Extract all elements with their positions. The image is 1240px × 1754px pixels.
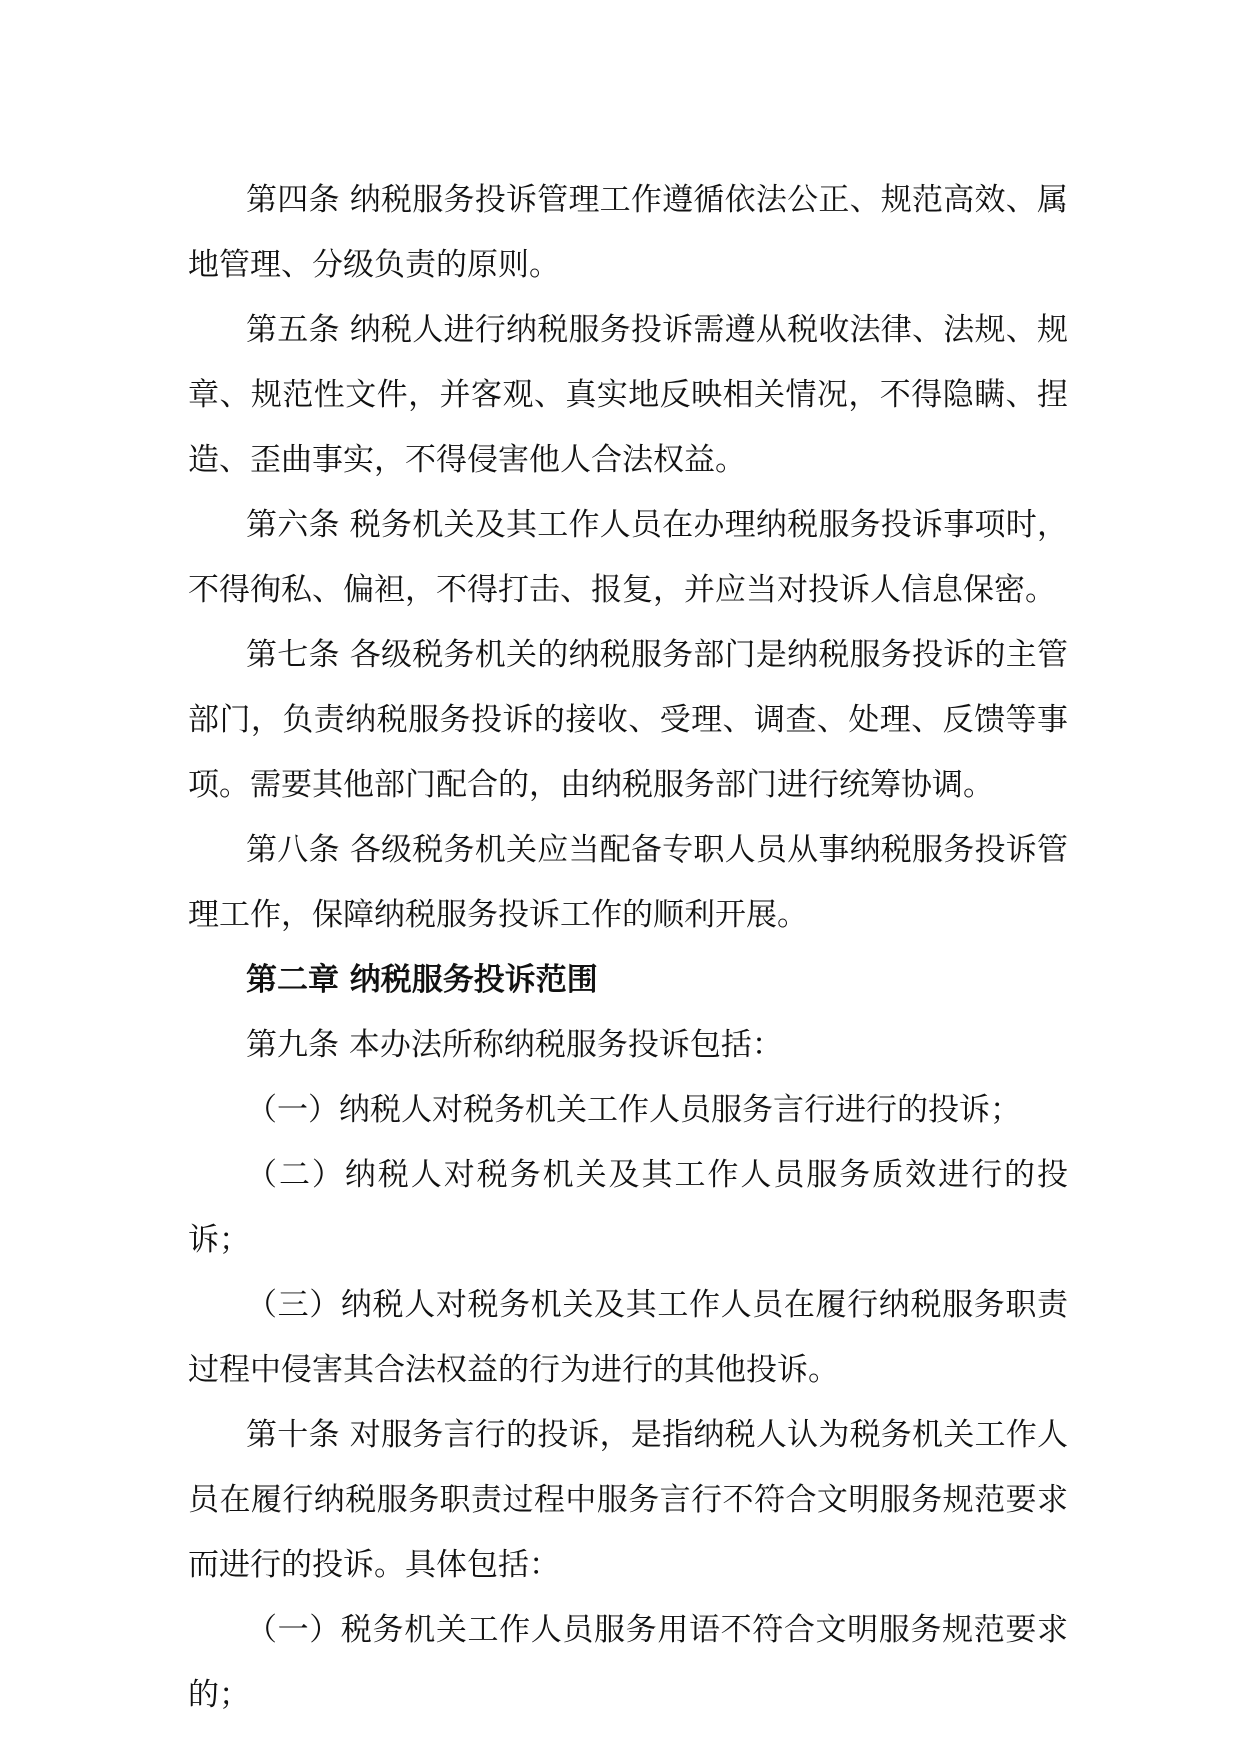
article-9-item-3: （三）纳税人对税务机关及其工作人员在履行纳税服务职责过程中侵害其合法权益的行为进行的其他投诉。 bbox=[188, 1287, 1068, 1388]
article-6: 第六条 税务机关及其工作人员在办理纳税服务投诉事项时，不得徇私、偏袒，不得打击、报复，并应当对投诉人信息保密。 bbox=[188, 507, 1068, 608]
article-9-item-2: （二）纳税人对税务机关及其工作人员服务质效进行的投诉； bbox=[188, 1157, 1068, 1258]
article-10: 第十条 对服务言行的投诉，是指纳税人认为税务机关工作人员在履行纳税服务职责过程中服务言行不符合文明服务规范要求而进行的投诉。具体包括： bbox=[188, 1417, 1068, 1583]
article-7: 第七条 各级税务机关的纳税服务部门是纳税服务投诉的主管部门，负责纳税服务投诉的接收、受理、调查、处理、反馈等事项。需要其他部门配合的，由纳税服务部门进行统筹协调。 bbox=[188, 637, 1068, 803]
article-5: 第五条 纳税人进行纳税服务投诉需遵从税收法律、法规、规章、规范性文件，并客观、真实地反映相关情况，不得隐瞒、捏造、歪曲事实，不得侵害他人合法权益。 bbox=[188, 312, 1068, 478]
article-10-item-1: （一）税务机关工作人员服务用语不符合文明服务规范要求的； bbox=[188, 1612, 1068, 1713]
article-9: 第九条 本办法所称纳税服务投诉包括： bbox=[246, 1027, 783, 1063]
article-9-item-1: （一）纳税人对税务机关工作人员服务言行进行的投诉； bbox=[246, 1092, 1021, 1128]
article-8: 第八条 各级税务机关应当配备专职人员从事纳税服务投诉管理工作，保障纳税服务投诉工作的顺利开展。 bbox=[188, 832, 1068, 933]
article-4: 第四条 纳税服务投诉管理工作遵循依法公正、规范高效、属地管理、分级负责的原则。 bbox=[188, 182, 1068, 283]
document-body bbox=[188, 168, 1068, 1728]
chapter-heading: 第二章 纳税服务投诉范围 bbox=[246, 962, 598, 998]
